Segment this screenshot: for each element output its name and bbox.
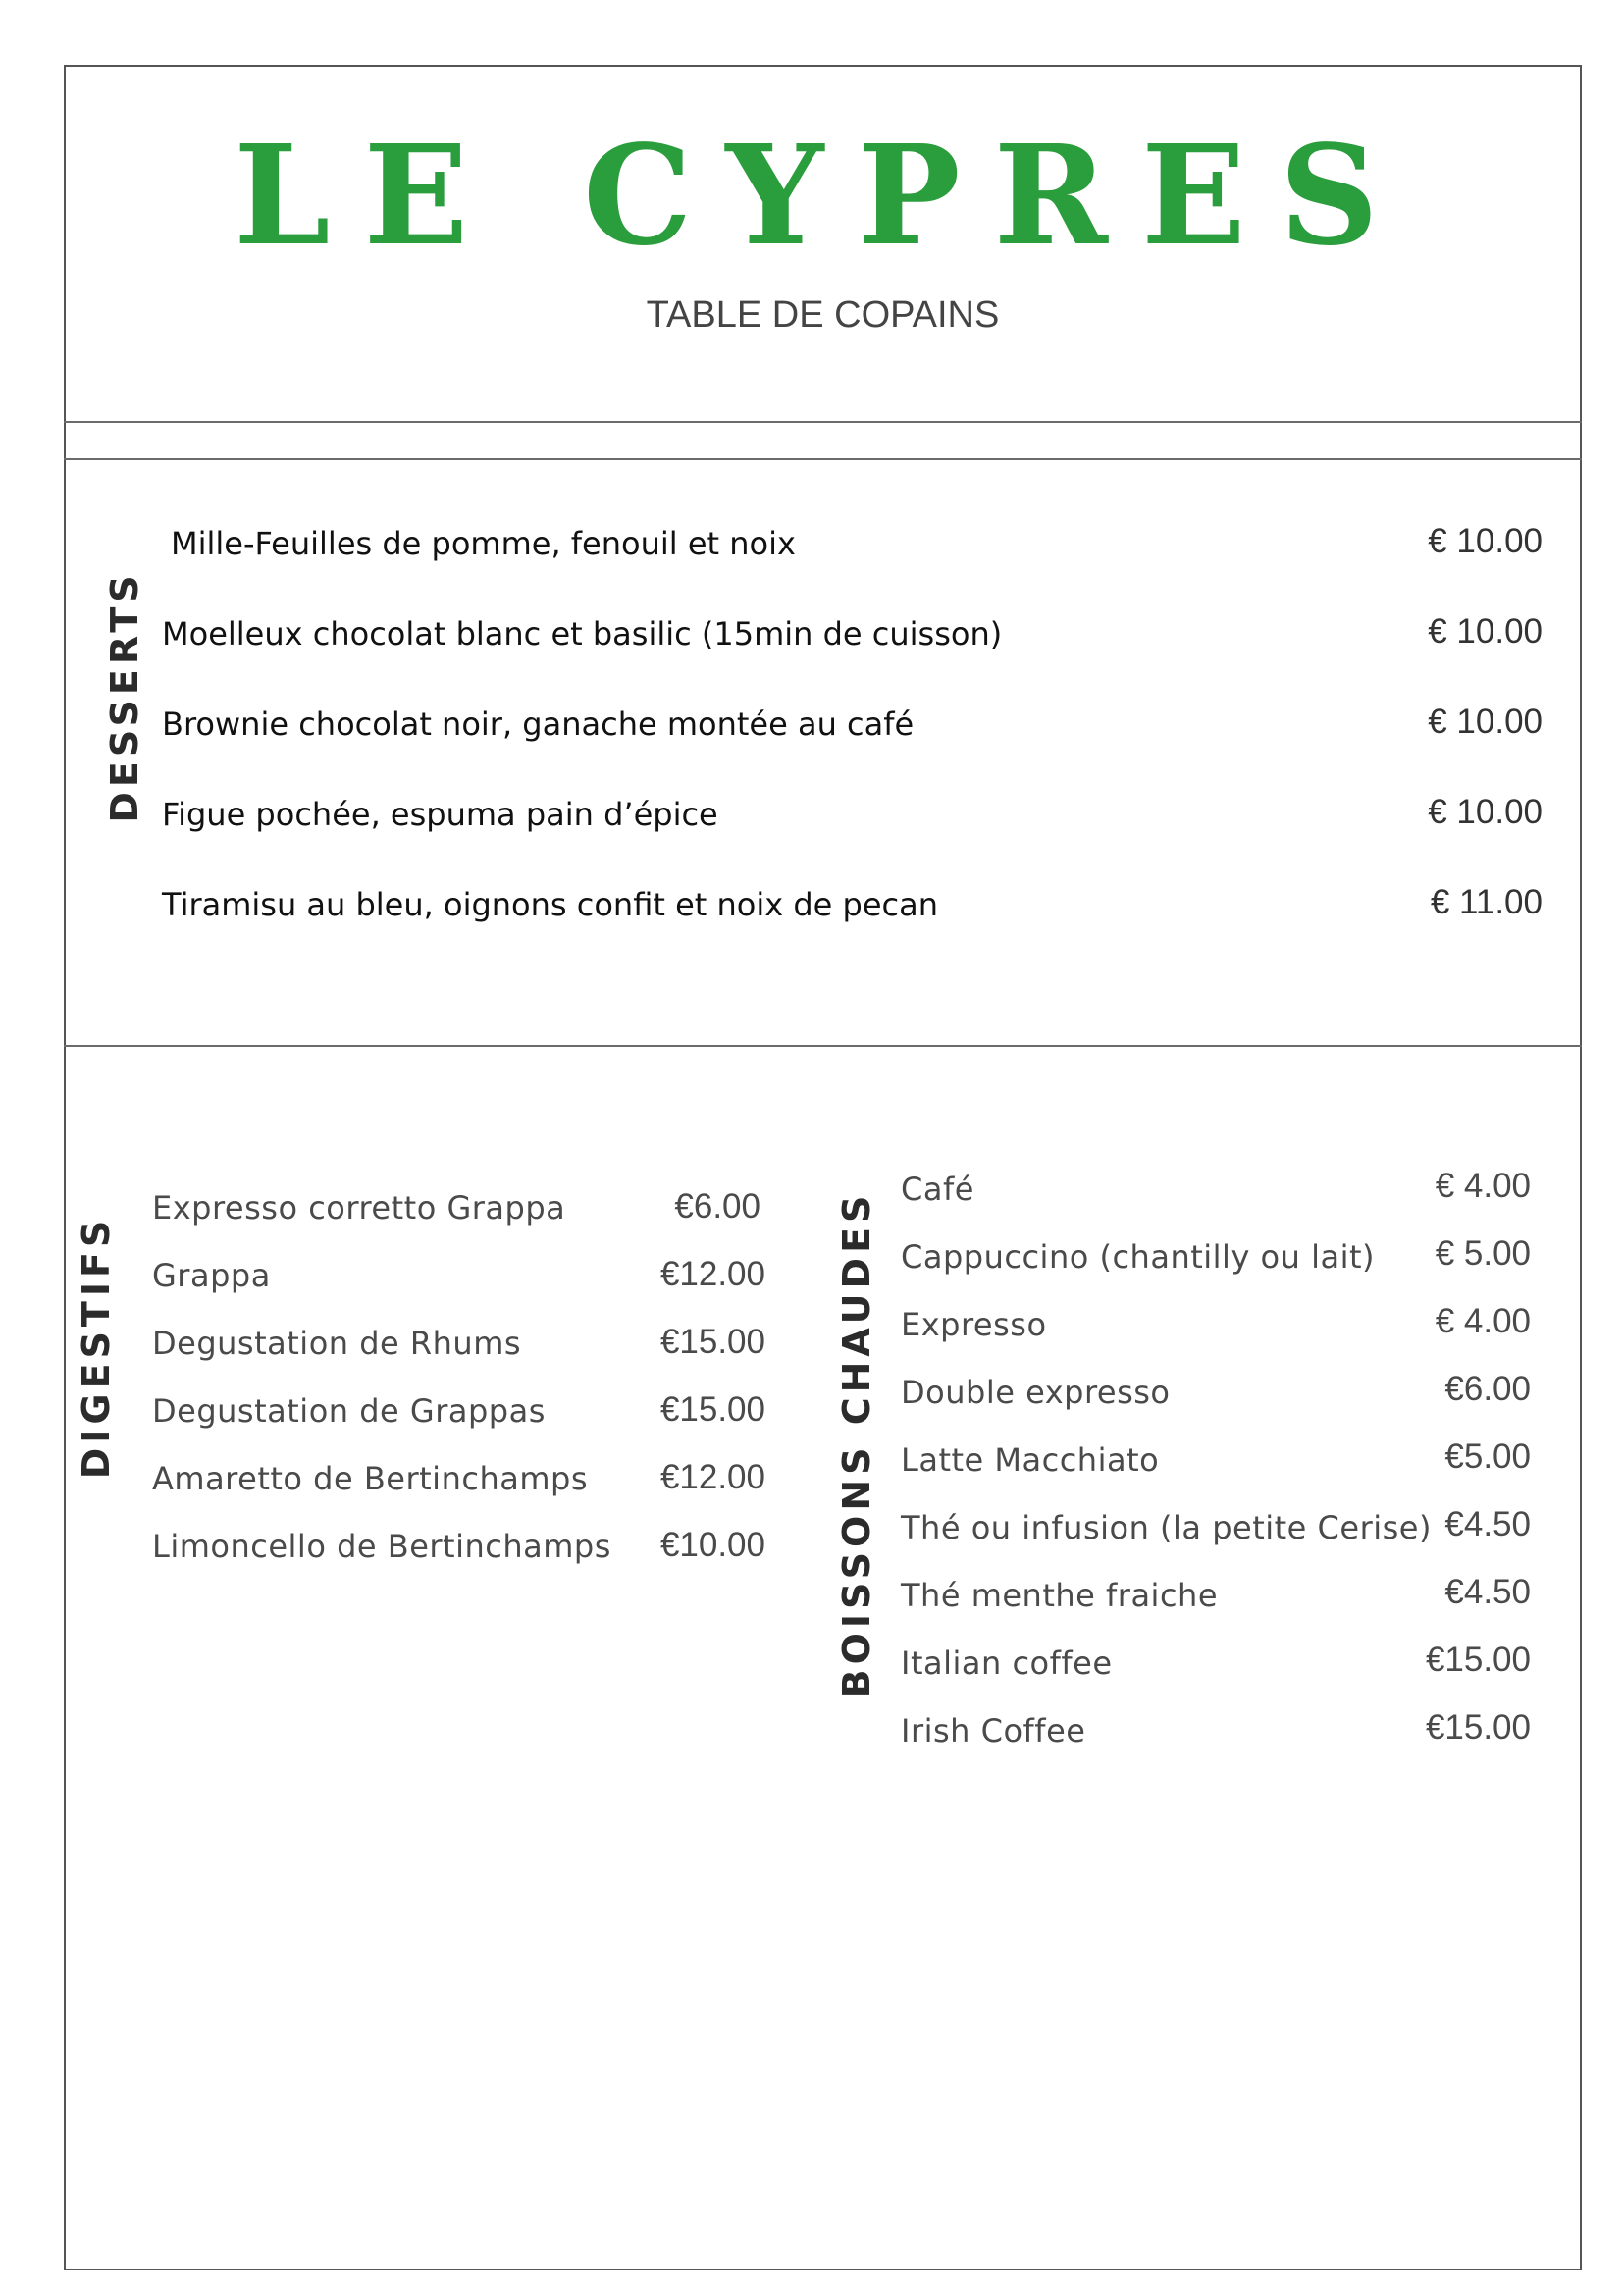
dessert-item-name: Tiramisu au bleu, oignons confit et noix de pecan bbox=[162, 886, 938, 923]
boisson-item-name: Cappuccino (chantilly ou lait) bbox=[901, 1238, 1375, 1276]
digestifs-heading: DIGESTIFS bbox=[75, 1215, 118, 1480]
boisson-item-name: Double expresso bbox=[901, 1374, 1171, 1411]
restaurant-name: LE CYPRES bbox=[234, 116, 1412, 277]
boisson-item-price: €6.00 bbox=[1444, 1370, 1531, 1408]
digestif-item-price: €10.00 bbox=[659, 1526, 765, 1564]
boisson-item-name: Thé ou infusion (la petite Cerise) bbox=[901, 1509, 1432, 1546]
dessert-item-name: Moelleux chocolat blanc et basilic (15min de cuisson) bbox=[162, 615, 1003, 652]
boisson-item-name: Thé menthe fraiche bbox=[901, 1577, 1218, 1614]
boisson-item-price: €5.00 bbox=[1444, 1437, 1531, 1476]
digestif-item-price: €12.00 bbox=[659, 1255, 765, 1293]
boisson-item-price: €4.50 bbox=[1444, 1505, 1531, 1543]
dessert-item-price: € 10.00 bbox=[1428, 612, 1543, 651]
digestif-item-name: Limoncello de Bertinchamps bbox=[152, 1528, 611, 1565]
dessert-item-price: € 10.00 bbox=[1428, 522, 1543, 560]
boisson-item-name: Café bbox=[901, 1171, 974, 1208]
restaurant-tagline: TABLE DE COPAINS bbox=[646, 294, 1000, 336]
digestif-item-price: €6.00 bbox=[674, 1187, 760, 1226]
dessert-item-price: € 11.00 bbox=[1430, 883, 1543, 921]
section-divider bbox=[64, 1045, 1582, 1047]
dessert-item-name: Figue pochée, espuma pain d’épice bbox=[162, 796, 718, 833]
boisson-item-price: € 5.00 bbox=[1435, 1234, 1531, 1273]
desserts-heading: DESSERTS bbox=[103, 570, 146, 823]
boissons-chaudes-heading: BOISSONS CHAUDES bbox=[835, 1190, 878, 1698]
digestif-item-price: €15.00 bbox=[659, 1323, 765, 1361]
boisson-item-price: € 4.00 bbox=[1435, 1167, 1531, 1205]
boisson-item-price: €4.50 bbox=[1444, 1573, 1531, 1611]
digestif-item-price: €15.00 bbox=[659, 1390, 765, 1429]
digestif-item-name: Grappa bbox=[152, 1257, 271, 1294]
header-divider bbox=[64, 421, 1582, 423]
boisson-item-name: Italian coffee bbox=[901, 1644, 1113, 1682]
digestif-item-price: €12.00 bbox=[659, 1458, 765, 1496]
dessert-item-name: Brownie chocolat noir, ganache montée au café bbox=[162, 705, 915, 743]
boisson-item-name: Expresso bbox=[901, 1306, 1047, 1343]
boisson-item-name: Irish Coffee bbox=[901, 1712, 1086, 1749]
boisson-item-price: €15.00 bbox=[1425, 1708, 1531, 1747]
boisson-item-price: €15.00 bbox=[1425, 1641, 1531, 1679]
header-divider-lower bbox=[64, 458, 1582, 460]
digestif-item-name: Amaretto de Bertinchamps bbox=[152, 1460, 588, 1497]
digestif-item-name: Degustation de Rhums bbox=[152, 1325, 522, 1362]
boisson-item-name: Latte Macchiato bbox=[901, 1441, 1160, 1479]
dessert-item-price: € 10.00 bbox=[1428, 703, 1543, 741]
dessert-item-name: Mille-Feuilles de pomme, fenouil et noix bbox=[171, 525, 796, 562]
digestif-item-name: Degustation de Grappas bbox=[152, 1392, 546, 1430]
digestif-item-name: Expresso corretto Grappa bbox=[152, 1189, 566, 1226]
boisson-item-price: € 4.00 bbox=[1435, 1302, 1531, 1340]
dessert-item-price: € 10.00 bbox=[1428, 793, 1543, 831]
